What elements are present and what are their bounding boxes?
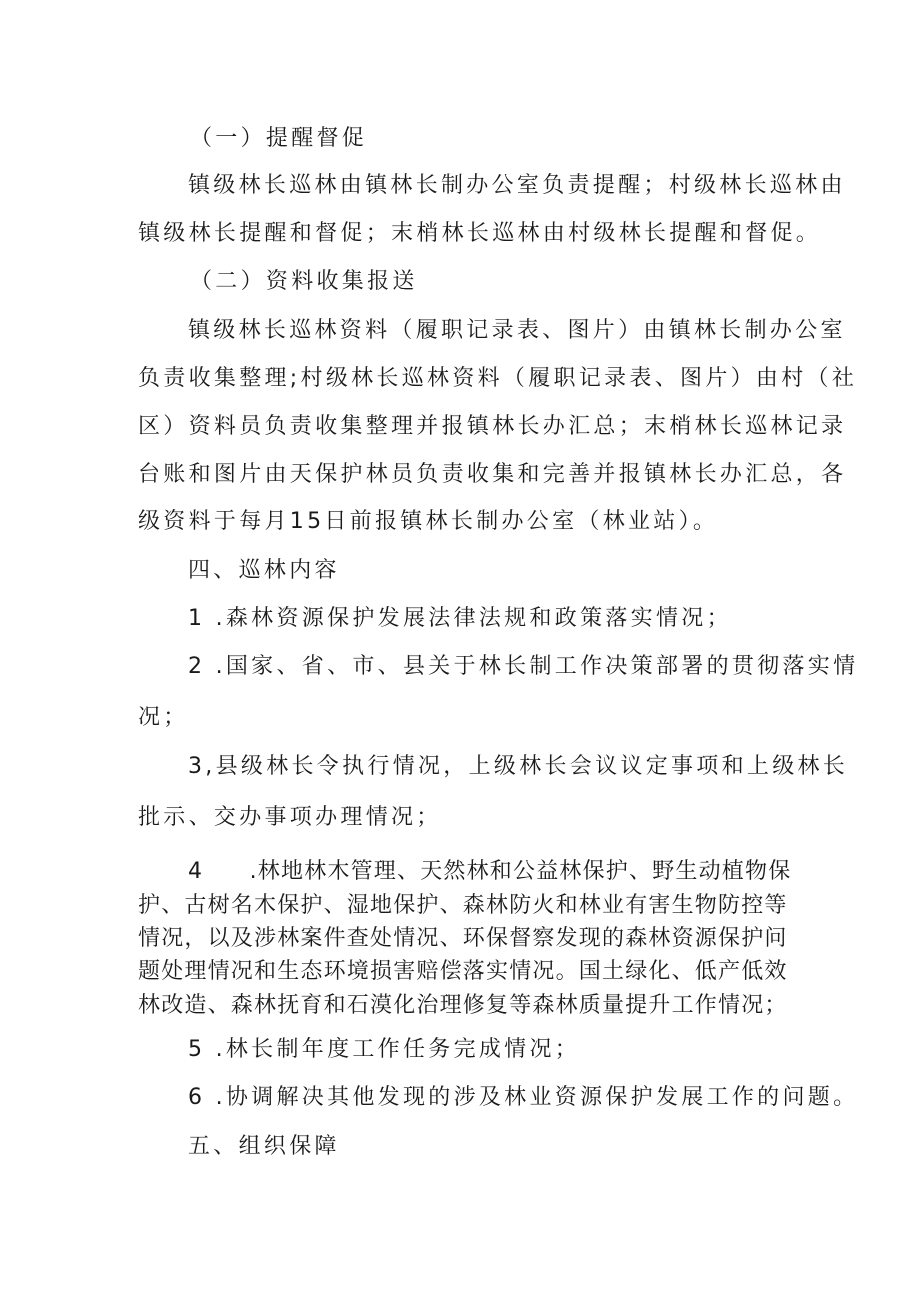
list-item-continuation: 护、古树名木保护、湿地保护、森林防火和林业有害生物防控等: [138, 893, 788, 918]
paragraph-line: 镇级林长提醒和督促；末梢林长巡林由村级林长提醒和督促。: [138, 221, 822, 246]
list-item-continuation: 况；: [138, 705, 189, 730]
list-item: 1 .森林资源保护发展法律法规和政策落实情况；: [188, 606, 732, 631]
list-item-continuation: 林改造、森林抚育和石漠化治理修复等森林质量提升工作情况；: [138, 993, 788, 1018]
list-item-continuation: 批示、交办事项办理情况；: [138, 805, 442, 830]
list-item: 5 .林长制年度工作任务完成情况；: [188, 1037, 581, 1062]
heading-reminder: （一）提醒督促: [190, 126, 368, 151]
paragraph-line: 区）资料员负责收集整理并报镇林长办汇总；末梢林长巡林记录: [138, 414, 847, 439]
heading-data-collection: （二）资料收集报送: [190, 269, 418, 294]
paragraph-line: 负责收集整理;村级林长巡林资料（履职记录表、图片）由村（社: [138, 366, 858, 391]
section-heading-organization: 五、组织保障: [188, 1134, 340, 1159]
paragraph-line: 台账和图片由天保护林员负责收集和完善并报镇林长办汇总，各: [138, 462, 847, 487]
list-item: 4 .林地林木管理、天然林和公益林保护、野生动植物保: [188, 859, 792, 884]
list-item: 6 .协调解决其他发现的涉及林业资源保护发展工作的问题。: [188, 1085, 859, 1110]
paragraph-line: 级资料于每月15日前报镇林长制办公室（林业站）。: [138, 509, 719, 534]
list-item: 2 .国家、省、市、县关于林长制工作决策部署的贯彻落实情: [188, 654, 859, 679]
list-item-continuation: 情况，以及涉林案件查处情况、环保督察发现的森林资源保护问: [138, 926, 788, 951]
section-heading-patrol-content: 四、巡林内容: [188, 558, 340, 583]
list-item-continuation: 题处理情况和生态环境损害赔偿落实情况。国土绿化、低产低效: [138, 959, 788, 984]
paragraph-line: 镇级林长巡林资料（履职记录表、图片）由镇林长制办公室: [188, 318, 846, 343]
list-item: 3,县级林长令执行情况，上级林长会议议定事项和上级林长: [188, 754, 849, 779]
paragraph-line: 镇级林长巡林由镇林长制办公室负责提醒；村级林长巡林由: [188, 173, 846, 198]
